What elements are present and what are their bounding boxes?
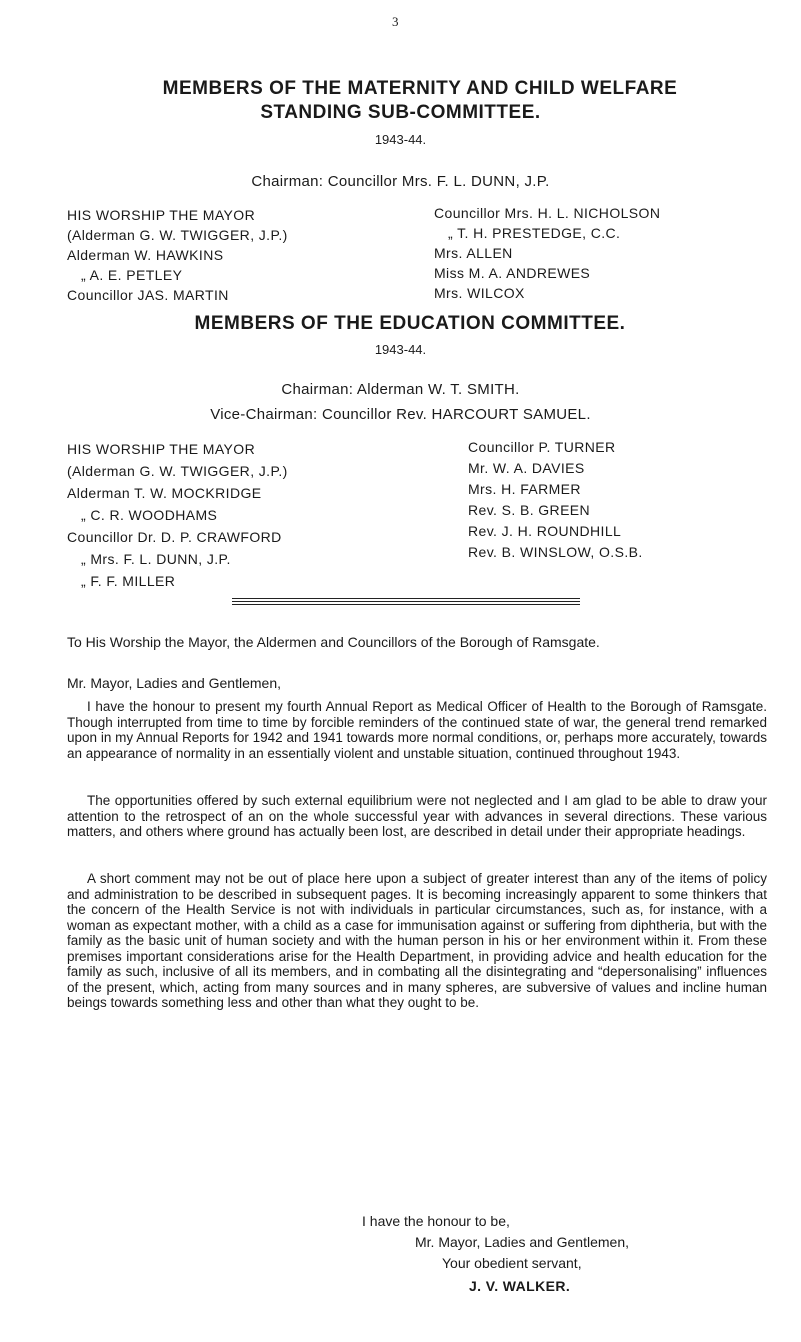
member-name: Rev. B. WINSLOW, O.S.B. <box>468 544 643 560</box>
member-name: „ F. F. MILLER <box>81 573 176 589</box>
member-name: Mr. W. A. DAVIES <box>468 460 585 476</box>
member-name: Councillor Dr. D. P. CRAWFORD <box>67 529 282 545</box>
maternity-committee-year: 1943-44. <box>374 132 427 147</box>
member-name: HIS WORSHIP THE MAYOR <box>67 207 256 223</box>
maternity-right-members <box>434 203 660 303</box>
member-name: „ C. R. WOODHAMS <box>81 507 218 523</box>
letter-closing: Your obedient servant, <box>442 1255 582 1271</box>
member-name: Alderman T. W. MOCKRIDGE <box>67 485 262 501</box>
letter-paragraph: The opportunities offered by such external equilibrium were not neglected and I am glad to be able to draw your attention to the retrospect of an on the whole successful year with advances in several directions. These various matters, and others where ground has actually been lost, are described in detail under their appropriate headings. <box>67 793 767 839</box>
member-name: Miss M. A. ANDREWES <box>434 265 591 281</box>
education-committee-title: MEMBERS OF THE EDUCATION COMMITTEE. <box>194 313 626 334</box>
divider-rule <box>232 598 580 599</box>
member-name: Rev. S. B. GREEN <box>468 502 591 518</box>
education-chairman: Chairman: Alderman W. T. SMITH. <box>281 381 520 398</box>
maternity-chairman: Chairman: Councillor Mrs. F. L. DUNN, J.P. <box>251 173 550 190</box>
member-name: „ T. H. PRESTEDGE, C.C. <box>448 225 621 241</box>
member-name: Rev. J. H. ROUNDHILL <box>468 523 622 539</box>
maternity-left-members <box>67 205 288 305</box>
education-vice-chairman: Vice-Chairman: Councillor Rev. HARCOURT SAMUEL. <box>210 406 591 423</box>
letter-paragraph: A short comment may not be out of place here upon a subject of greater interest than any of the items of policy and administration to be described in subsequent pages. It is becoming increasingly apparent to some thinkers that the concern of the Health Service is not with individuals in particular circumstances, such as, for instance, with a woman as expectant mother, with a child as a case for immunisation against or suffering from diphtheria, but with the family as the basic unit of human society and with the human person in his or her environment within it. From these premises important considerations arise for the Health Department, in providing advice and health education for the family as such, inclusive of all its members, and in combating all the disintegrating and “depersonalising” influences of the present, which, acting from many sources and in many spheres, are subversive of values and incline human beings towards something less and other than what they ought to be. <box>67 871 767 1010</box>
member-name: Mrs. ALLEN <box>434 245 513 261</box>
letter-closing: Mr. Mayor, Ladies and Gentlemen, <box>415 1234 629 1250</box>
letter-paragraph: I have the honour to present my fourth Annual Report as Medical Officer of Health to the Borough of Ramsgate. Though interrupted from time to time by forcible reminders of the continued state of war, the general trend remarked upon in my Annual Reports for 1942 and 1941 towards more normal conditions, or, perhaps more accurately, towards an appearance of normality in an essentially violent and unstable situation, continued throughout 1943. <box>67 699 767 761</box>
letter-signature: J. V. WALKER. <box>469 1278 571 1294</box>
maternity-committee-subtitle: STANDING SUB-COMMITTEE. <box>260 102 541 123</box>
member-name: (Alderman G. W. TWIGGER, J.P.) <box>67 227 288 243</box>
page-number: 3 <box>392 14 399 29</box>
member-name: Councillor Mrs. H. L. NICHOLSON <box>434 205 661 221</box>
member-name: „ A. E. PETLEY <box>81 267 183 283</box>
member-name: „ Mrs. F. L. DUNN, J.P. <box>81 551 231 567</box>
divider-rule <box>232 604 580 605</box>
member-name: HIS WORSHIP THE MAYOR <box>67 441 256 457</box>
maternity-committee-title: MEMBERS OF THE MATERNITY AND CHILD WELFARE <box>162 78 678 99</box>
member-name: (Alderman G. W. TWIGGER, J.P.) <box>67 463 288 479</box>
education-right-members <box>468 437 643 563</box>
letter-closing: I have the honour to be, <box>362 1213 510 1229</box>
member-name: Mrs. WILCOX <box>434 285 525 301</box>
member-name: Mrs. H. FARMER <box>468 481 581 497</box>
letter-address: To His Worship the Mayor, the Aldermen and Councillors of the Borough of Ramsgate. <box>67 634 600 650</box>
education-committee-year: 1943-44. <box>374 342 427 357</box>
member-name: Councillor JAS. MARTIN <box>67 287 229 303</box>
member-name: Alderman W. HAWKINS <box>67 247 224 263</box>
education-left-members <box>67 438 288 592</box>
member-name: Councillor P. TURNER <box>468 439 616 455</box>
letter-salutation: Mr. Mayor, Ladies and Gentlemen, <box>67 675 281 691</box>
divider-rule <box>232 601 580 602</box>
